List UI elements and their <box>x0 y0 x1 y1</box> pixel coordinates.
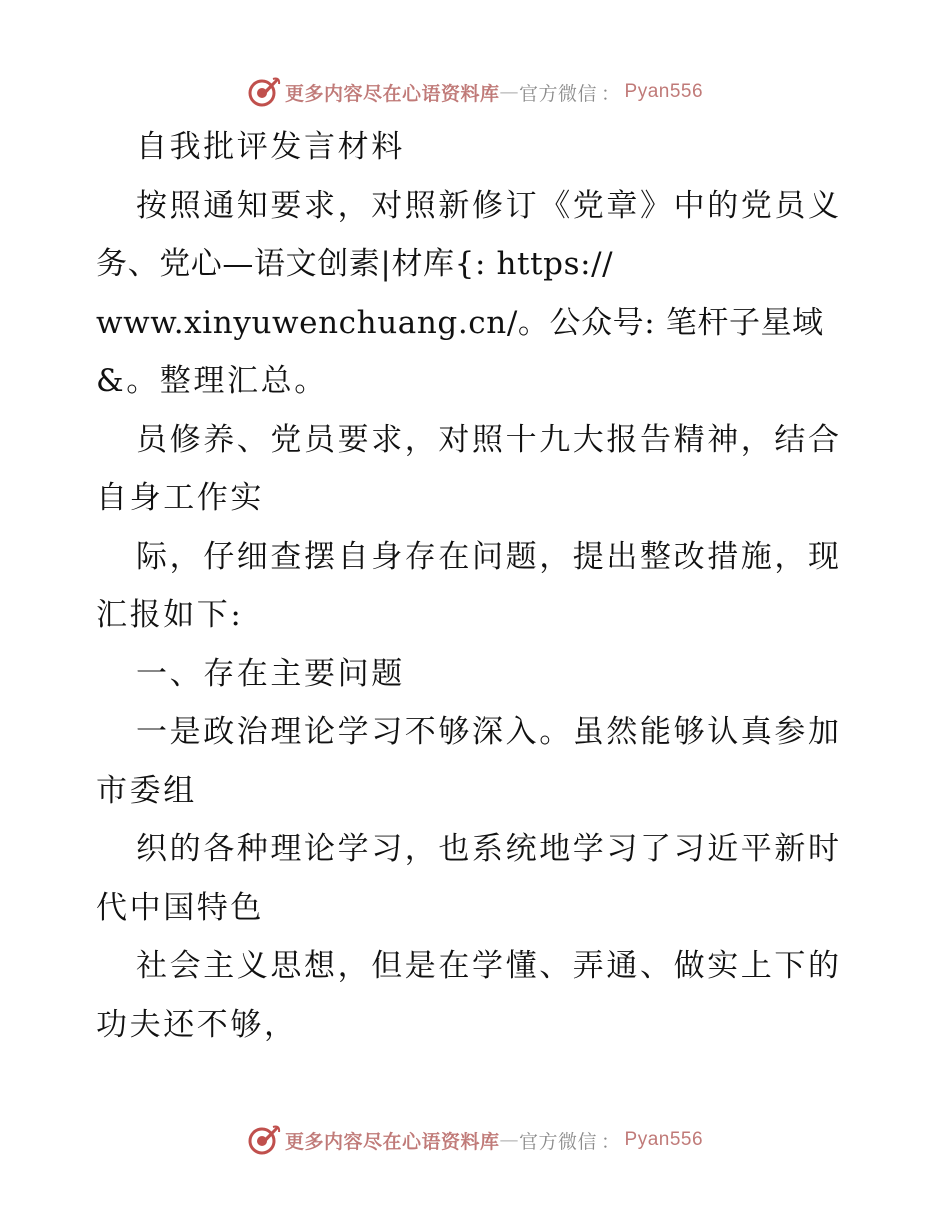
quill-logo-icon <box>247 1123 281 1157</box>
doc-line: www.xinyuwenchuang.cn/。公众号: 笔杆子星域 <box>96 304 824 341</box>
doc-line: 按照通知要求，对照新修订《党章》中的党员义 <box>136 187 842 224</box>
doc-line: 功夫还不够， <box>96 1006 298 1043</box>
header-separator: ： <box>601 82 621 105</box>
footer-separator: ： <box>601 1130 621 1153</box>
doc-line: 务、党心—语文创素|材库{: https:// <box>96 246 614 282</box>
doc-line: 代中国特色 <box>96 889 264 926</box>
doc-line: 市委组 <box>96 772 197 809</box>
doc-line: 织的各种理论学习，也系统地学习了习近平新时 <box>136 831 842 867</box>
doc-line: 自身工作实 <box>96 480 264 516</box>
header-wechat-label: 官方微信 <box>518 82 597 105</box>
footer-wechat-id: Pyan556 <box>624 1129 704 1150</box>
header-wechat-id: Pyan556 <box>624 81 704 102</box>
doc-title: 自我批评发言材料 <box>136 129 405 165</box>
doc-line: &。整理汇总。 <box>96 363 328 399</box>
document-body <box>96 118 866 1054</box>
footer-dash: — <box>499 1129 519 1151</box>
section-heading: 一、存在主要问题 <box>136 655 405 692</box>
footer-promo-text: 更多内容尽在心语资料库 <box>284 1130 500 1153</box>
doc-line: 社会主义思想，但是在学懂、弄通、做实上下的 <box>136 948 842 984</box>
doc-line: 员修养、党员要求，对照十九大报告精神，结合 <box>136 421 842 458</box>
doc-line: 汇报如下: <box>96 597 244 633</box>
footer-banner <box>0 1120 950 1160</box>
doc-line: 际，仔细查摆自身存在问题，提出整改措施，现 <box>136 538 842 575</box>
quill-logo-icon <box>247 75 281 109</box>
header-promo-text: 更多内容尽在心语资料库 <box>284 82 500 105</box>
doc-line: 一是政治理论学习不够深入。虽然能够认真参加 <box>136 714 842 750</box>
header-banner <box>0 72 950 112</box>
header-dash: — <box>499 81 519 103</box>
footer-wechat-label: 官方微信 <box>518 1130 597 1153</box>
